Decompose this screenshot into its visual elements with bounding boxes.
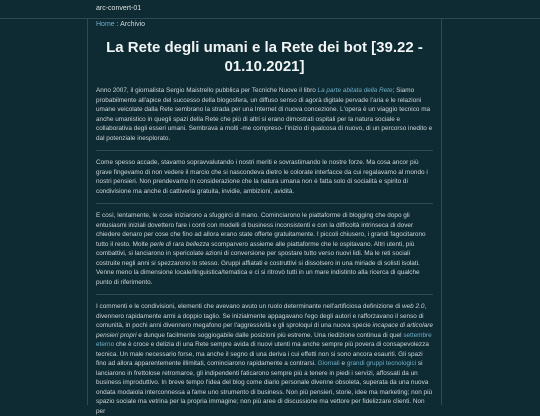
paragraph-text: , divennero rapidamente armi a doppio taglio. Se inizialmente appagavano l'ego degli autori e rafforzavano il senso di comunità, in pochi anni divennero megafono per l'aggressività e gli sproloqui di una nuova specie: [96, 303, 427, 329]
emphasis-text: incapace di articolare pensieri propri: [96, 322, 433, 339]
paragraph-1: [96, 86, 433, 143]
divider: [96, 203, 433, 204]
grandi-gruppi-link[interactable]: grandi gruppi tecnologici: [346, 360, 417, 367]
paragraph-text: I commenti e le condivisioni, elementi che avevano avuto un ruolo determinante nell'artificiosa definizione di: [96, 303, 403, 310]
breadcrumb: [96, 21, 433, 28]
breadcrumb-current: Archivio: [120, 21, 146, 28]
paragraph-text: E così, lentamente, le cose iniziarono a sfuggirci di mano. Cominciarono le piattaforme di blogging che dopo gli entusiasmi iniziali dovettero fare i conti con modelli di business inconsistenti e con la difficoltà intrinseca di dover chiedere denaro per cose che fino ad allora erano state offerte gratuitamente. I piccoli chiusero, i grandi fagocitarono tutto il resto. Molte: [96, 212, 426, 248]
giornali-link[interactable]: Giornali: [317, 360, 340, 367]
book-link[interactable]: La parte abitata della Rete: [317, 87, 393, 94]
paragraph-text: scomparvero assieme alle piattaforme che le ospitavano. Altri utenti, più combattivi, si lanciarono in spericolate azioni di conversione per spostare tutto verso nuovi lidi. Ma le reti sociali costruite negli anni si spezzarono lo stesso. Gruppi affiatati e costruttivi si dissolsero in una miriade di solisti isolati. Venne meno la dimensione locale/linguistica/tematica e ci si ritrovò tutti in un mare indistinto alla ricerca di qualche punto di riferimento.: [96, 240, 420, 286]
page-title: La Rete degli umani e la Rete dei bot [39.22 - 01.10.2021]: [106, 39, 423, 75]
paragraph-text: ; Siamo probabilmente all'apice del successo della blogosfera, un diffuso senso di agorà digitale pervade l'aria e le relazioni umane veicolate dalla Rete sembrano la strada per una Internet di nuova concezione. L'opera è un viaggio tecnico ma anche umanistico in quegli spazi della Rete che più di altri si erano dimostrati ospitali per la natura sociale e collaborativa degli esseri umani. Sembrava a molti -me compreso- l'inizio di qualcosa di nuovo, di un percorso inedito e dal potenziale inesplorato.: [96, 87, 433, 142]
breadcrumb-separator: :: [114, 21, 121, 28]
content-area: [87, 18, 442, 415]
emphasis-text: web 2.0: [402, 303, 425, 310]
paragraph-text: Anno 2007, il giornalista Sergio Maistrello pubblica per Tecniche Nuove il libro: [96, 87, 318, 94]
paragraph-3: [96, 211, 433, 287]
emphasis-text: perle di rara bellezza: [150, 240, 210, 248]
paragraph-2: Come spesso accade, stavamo sopravvalutando i nostri meriti e sovrastimando le nostre forze. Ma cosa ancor più grave fingevamo di non vedere il marcio che si nascondeva dietro le colorate interfacce da cui regalavamo al mondo i nostri pensieri. Non prendevamo in considerazione che la natura umana non è fatta solo di socialità e spirito di condivisione ma anche di cattiveria gratuita, invidie, ambizioni, avidità.: [96, 159, 428, 195]
paragraph-text: che è croce e delizia di una Rete sempre avida di nuovi utenti ma anche sempre più povera di consapevolezza tecnica. Un male necessario forse, ma anche il segno di una deriva i cui effetti non si sono ancora esauriti. Gli spazi fino ad allora apparentemente illimitati, cominciarono rapidamente a contrarsi.: [96, 341, 429, 367]
divider: [96, 150, 433, 151]
site-title: arc-convert-01: [0, 0, 540, 19]
paragraph-4: [96, 302, 433, 416]
paragraph-text: e dunque facilmente soggiogabile dalle posizioni più estreme. Una riedizione continua di quel: [136, 331, 404, 339]
settembre-eterno-link[interactable]: settembre eterno: [96, 331, 432, 348]
paragraph-text: si lanciarono in frettolose retromarce, gli indipendenti faticarono sempre più a tenere in piedi i servizi, affossati da un business improduttivo. In breve tempo l'idea del blog come diario personale divenne obsoleta, superata da una nuova ondata modaiola interconnessa a fame uno strumento di business. Non più pensieri, storie, idee ma marketing; non più spazio sociale ma vetrina per la propria immagine; non più aree di discussione ma vettore per fidelizzare clienti. Non per: [96, 360, 433, 415]
paragraph-text: e: [339, 360, 347, 367]
breadcrumb-home-link[interactable]: Home: [96, 21, 115, 28]
divider: [96, 294, 433, 295]
